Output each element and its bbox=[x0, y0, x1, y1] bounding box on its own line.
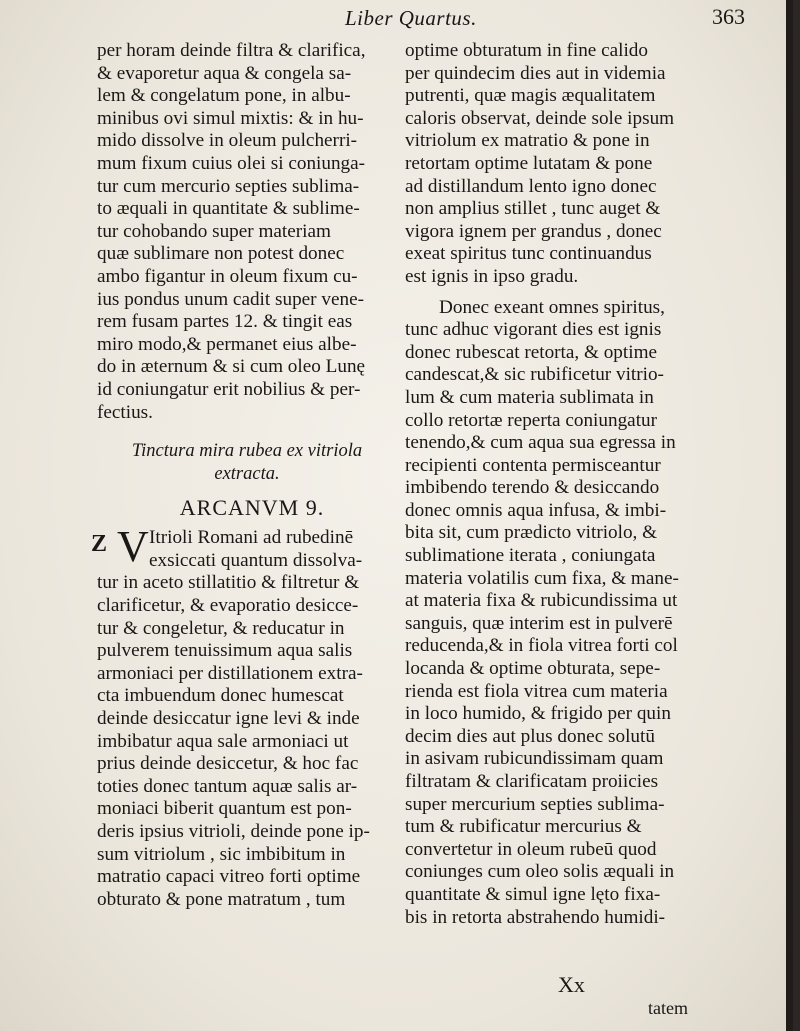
text-line: do in æternum & si cum oleo Lunę bbox=[97, 356, 366, 378]
text-line: reducenda,& in fiola vitrea forti col bbox=[405, 635, 678, 657]
paragraph bbox=[405, 297, 705, 930]
text-line: bis in retorta abstrahendo humidi- bbox=[405, 906, 666, 928]
text-line: id coniungatur erit nobilius & per- bbox=[97, 378, 361, 400]
text-line: donec omnis aqua infusa, & imbi- bbox=[405, 499, 667, 521]
text-line: rem fusam partes 12. & tingit eas bbox=[97, 311, 353, 333]
text-line: vigora ignem per grandus , donec bbox=[405, 220, 662, 242]
text-line: tur & congeletur, & reducatur in bbox=[97, 617, 345, 639]
text-line: fectius. bbox=[97, 401, 153, 423]
text-line: Donec exeant omnes spiritus, bbox=[439, 296, 665, 318]
text-line: mido dissolve in oleum pulcherri- bbox=[97, 130, 358, 152]
paragraph-continuation bbox=[405, 40, 705, 289]
text-line: tunc adhuc vigorant dies est ignis bbox=[405, 319, 662, 341]
paragraph-continuation bbox=[97, 40, 397, 424]
text-line: ad distillandum lento igno donec bbox=[405, 175, 657, 197]
text-line: prius deinde desiccetur, & hoc fac bbox=[97, 753, 359, 775]
text-line: cta imbuendum donec humescat bbox=[97, 685, 344, 707]
text-line: exeat spiritus tunc continuandus bbox=[405, 243, 652, 265]
text-line: convertetur in oleum rubeū quod bbox=[405, 838, 657, 860]
recipe-title bbox=[97, 440, 397, 485]
text-line: coniunges cum oleo solis æquali in bbox=[405, 861, 675, 883]
text-line: obturato & pone matratum , tum bbox=[97, 888, 346, 910]
text-line: ius pondus unum cadit super vene- bbox=[97, 288, 364, 310]
text-line: Itrioli Romani ad rubedinē bbox=[149, 527, 354, 549]
text-line: lem & congelatum pone, in albu- bbox=[97, 85, 351, 107]
arcanum-body bbox=[97, 572, 397, 911]
running-head: Liber Quartus. bbox=[345, 6, 477, 30]
text-line: est ignis in ipso gradu. bbox=[405, 265, 579, 287]
text-line: deinde desiccatur igne levi & inde bbox=[97, 708, 360, 730]
text-line: sanguis, quæ interim est in pulverē bbox=[405, 612, 673, 634]
text-line: decim dies aut plus donec solutū bbox=[405, 725, 655, 747]
drop-cap: V bbox=[117, 522, 149, 572]
signature-mark: Xx bbox=[558, 972, 585, 997]
text-line: quæ sublimare non potest donec bbox=[97, 243, 345, 265]
text-line: bita sit, cum prædicto vitriolo, & bbox=[405, 522, 658, 544]
text-line: tur cohobando super materiam bbox=[97, 220, 331, 242]
text-line: candescat,& sic rubificetur vitrio- bbox=[405, 364, 664, 386]
text-line: sublimatione iterata , coniungata bbox=[405, 545, 656, 567]
text-line: deris ipsius vitrioli, deinde pone ip- bbox=[97, 821, 370, 842]
text-line: at materia fixa & rubicundissima ut bbox=[405, 590, 678, 612]
ornament-mark: Z bbox=[91, 531, 108, 558]
text-line: matratio capaci vitreo forti optime bbox=[97, 866, 361, 888]
text-line: retortam optime lutatam & pone bbox=[405, 152, 653, 174]
text-line: recipienti contenta permisceantur bbox=[405, 454, 661, 476]
catchword: tatem bbox=[648, 998, 688, 1018]
text-line: tur cum mercurio septies sublima- bbox=[97, 175, 360, 197]
text-line: minibus ovi simul mixtis: & in hu- bbox=[97, 107, 364, 129]
text-line: materia volatilis cum fixa, & mane- bbox=[405, 567, 679, 589]
text-line: miro modo,& permanet eius albe- bbox=[97, 333, 357, 355]
text-line: vitriolum ex matratio & pone in bbox=[405, 130, 650, 152]
left-column bbox=[91, 40, 397, 911]
page-edge-shadow bbox=[786, 0, 793, 1031]
text-line: rienda est fiola vitrea cum materia bbox=[405, 680, 668, 702]
text-line: optime obturatum in fine calido bbox=[405, 40, 648, 61]
text-line: tum & rubificatur mercurius & bbox=[405, 816, 642, 838]
recipe-title-line: extracta. bbox=[214, 463, 280, 484]
text-line: donec rubescat retorta, & optime bbox=[405, 341, 658, 363]
arcanum-heading: ARCANVM 9. bbox=[179, 495, 325, 521]
page-header bbox=[0, 4, 793, 34]
text-line: filtratam & clarificatam proiicies bbox=[405, 771, 659, 792]
recipe-title-line: Tinctura mira rubea ex vitriola bbox=[131, 441, 363, 462]
text-line: sum vitriolum , sic imbibitum in bbox=[97, 843, 346, 865]
text-line: super mercurium septies sublima- bbox=[405, 793, 665, 815]
text-line: quantitate & simul igne lęto fixa- bbox=[405, 883, 661, 905]
text-line: locanda & optime obturata, sepe- bbox=[405, 658, 661, 680]
page-number: 363 bbox=[712, 4, 745, 29]
text-line: pulverem tenuissimum aqua salis bbox=[97, 640, 353, 662]
text-line: per horam deinde filtra & clarifica, bbox=[97, 40, 366, 61]
right-column bbox=[405, 40, 705, 929]
text-line: tur in aceto stillatitio & filtretur & bbox=[97, 572, 360, 594]
text-line: tenendo,& cum aqua sua egressa in bbox=[405, 432, 676, 454]
text-line: imbibatur aqua sale armoniaci ut bbox=[97, 730, 349, 752]
text-line: toties donec tantum aquæ salis ar- bbox=[97, 775, 358, 797]
text-line: caloris observat, deinde sole ipsum bbox=[405, 107, 675, 129]
text-line: per quindecim dies aut in videmia bbox=[405, 62, 666, 84]
text-line: collo retortæ reperta coniungatur bbox=[405, 409, 658, 431]
text-line: clarificetur, & evaporatio desicce- bbox=[97, 595, 359, 617]
text-line: armoniaci per distillationem extra- bbox=[97, 662, 363, 684]
text-line: to æquali in quantitate & sublime- bbox=[97, 198, 360, 220]
text-line: in asivam rubicundissimam quam bbox=[405, 748, 664, 770]
text-line: lum & cum materia sublimata in bbox=[405, 386, 654, 408]
text-line: putrenti, quæ magis æqualitatem bbox=[405, 85, 656, 107]
text-line: non amplius stillet , tunc auget & bbox=[405, 198, 661, 220]
text-line: ambo figantur in oleum fixum cu- bbox=[97, 265, 358, 287]
text-line: imbibendo terendo & desiccando bbox=[405, 477, 660, 499]
arcanum-opening bbox=[91, 522, 397, 572]
text-line: mum fixum cuius olei si coniunga- bbox=[97, 152, 366, 174]
text-line: moniaci biberit quantum est pon- bbox=[97, 798, 352, 820]
text-line: exsiccati quantum dissolva- bbox=[149, 549, 363, 571]
text-line: in loco humido, & frigido per quin bbox=[405, 703, 671, 725]
text-line: & evaporetur aqua & congela sa- bbox=[97, 62, 352, 84]
